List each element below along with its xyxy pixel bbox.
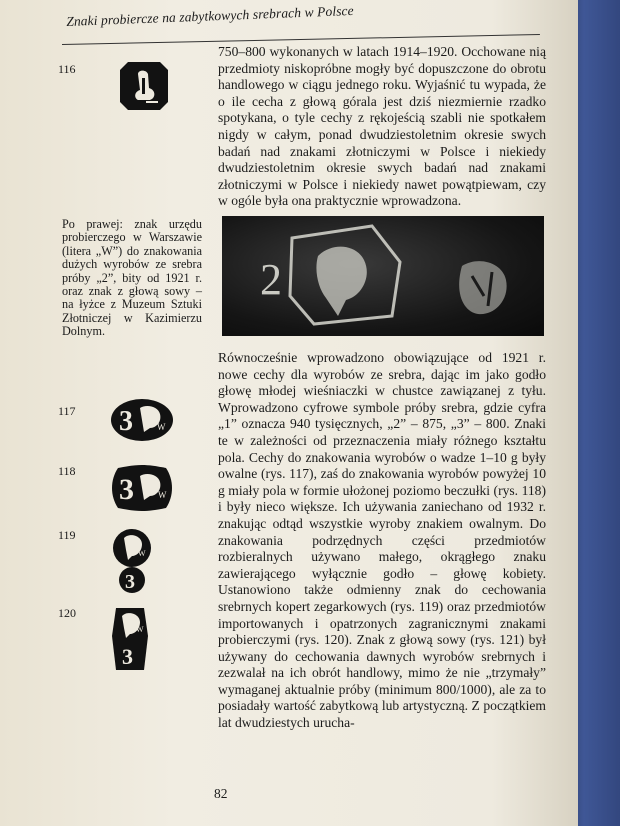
mark-117-digit: 3 xyxy=(119,406,133,437)
body-text-top xyxy=(218,44,546,210)
paragraph-2: Równocześnie wprowadzono obowiązujące od 1921 r. nowe cechy dla wyrobów ze srebra, dając im jako godło głowę młodej wieśniaczki w chustce zawiązanej z tyłu. Wprowadzono cyfrowe symbole próby srebra, gdzie cyfra „1” oznacza 940 tysięcznych, „2” – 875, „3” – 800. Znaki te w zależności od przeznaczenia miały różnego kształtu pola. Cechy do znakowania wyrobów o wadze 1–10 g były owalne (rys. 117), zaś do znakowania wyrobów powyżej 10 g miały pola w formie ułożonej poziomo beczułki (rys. 118) i były nieco większe. Ich używania zaniechano od 1932 r. znakując odtąd wszystkie wyroby znakiem owalnym. Do znakowania podrzędnych części przedmiotów rozbieralnych używano małego, okrągłego znaku zawierającego wyłącznie godło – głowę kobiety. Ustanowiono także odmienny znak do cechowania srebrnych kopert zegarkowych (rys. 119) oraz przedmiotów importowanych i opatrzonych zagranicznymi znakami probierczymi (rys. 120). Znak z głową sowy (rys. 121) był używany do cechowania dawnych wyrobów srebrnych i zezwalał na ich obrót handlowy, mimo że nie „trzymały” wymaganej aktualnie próby (minimum 800/1000), ale za to posiadały wartość zabytkową lub artystyczną. Z początkiem lat dwudziestych urucha- xyxy=(218,350,546,731)
sabre-hilt-mark-icon xyxy=(116,58,172,114)
mark-120-digit: 3 xyxy=(122,644,133,669)
oval-mark-117-icon xyxy=(110,398,174,442)
import-mark-120-icon xyxy=(110,606,150,672)
mark-118-letter: W xyxy=(158,490,167,500)
figure-number-118: 118 xyxy=(58,464,76,478)
body-text-main xyxy=(218,350,546,732)
figure-number-119: 119 xyxy=(58,528,76,542)
mark-120-letter: W xyxy=(136,625,144,634)
figure-number-117: 117 xyxy=(58,404,76,418)
figure-number-120: 120 xyxy=(58,606,76,620)
mark-119-digit: 3 xyxy=(125,571,135,593)
page-number: 82 xyxy=(214,786,228,801)
watchcase-mark-119-icon xyxy=(112,528,152,594)
paragraph-1: 750–800 wykonanych w latach 1914–1920. Occhowane nią przedmioty niskopróbne mogły być dopuszczone do obrotu handlowego w ciągu jednego roku. Wyjaśnić tu wypada, że o ile cecha z głową górala jest dziś niezmiernie rzadko spotykana, o tyle cechy z rękojeścią szabli nie spotkałem nigdy w całym, ponad dwudziestoletnim okresie swych badań nad znakami złotniczymi w Polsce i niekiedy dwudziestoletnim okresie swych badań nad znakami złotniczymi w Polsce i niekiedy nawet powątpiewam, czy w ogóle była ona praktycznie wprowadzona. xyxy=(218,44,546,209)
running-header: Znaki probiercze na zabytkowych srebrach w Polsce xyxy=(66,2,354,29)
mark-119-letter: W xyxy=(138,549,146,558)
hallmark-photo xyxy=(222,216,544,336)
photo-caption: Po prawej: znak urzędu probierczego w Warszawie (litera „W”) do znakowania dużych wyrobów ze srebra próby „2”, bity od 1921 r. oraz znak z głową sowy – na łyżce z Muzeum Sztuki Złotniczej w Kazimierzu Dolnym. xyxy=(62,217,202,339)
hallmark-photo-image xyxy=(222,216,544,336)
barrel-mark-118-icon xyxy=(110,464,174,512)
mark-118-digit: 3 xyxy=(119,473,134,506)
photo-digit: 2 xyxy=(260,255,282,304)
figure-number-116: 116 xyxy=(58,62,76,76)
mark-117-letter: W xyxy=(157,422,166,432)
